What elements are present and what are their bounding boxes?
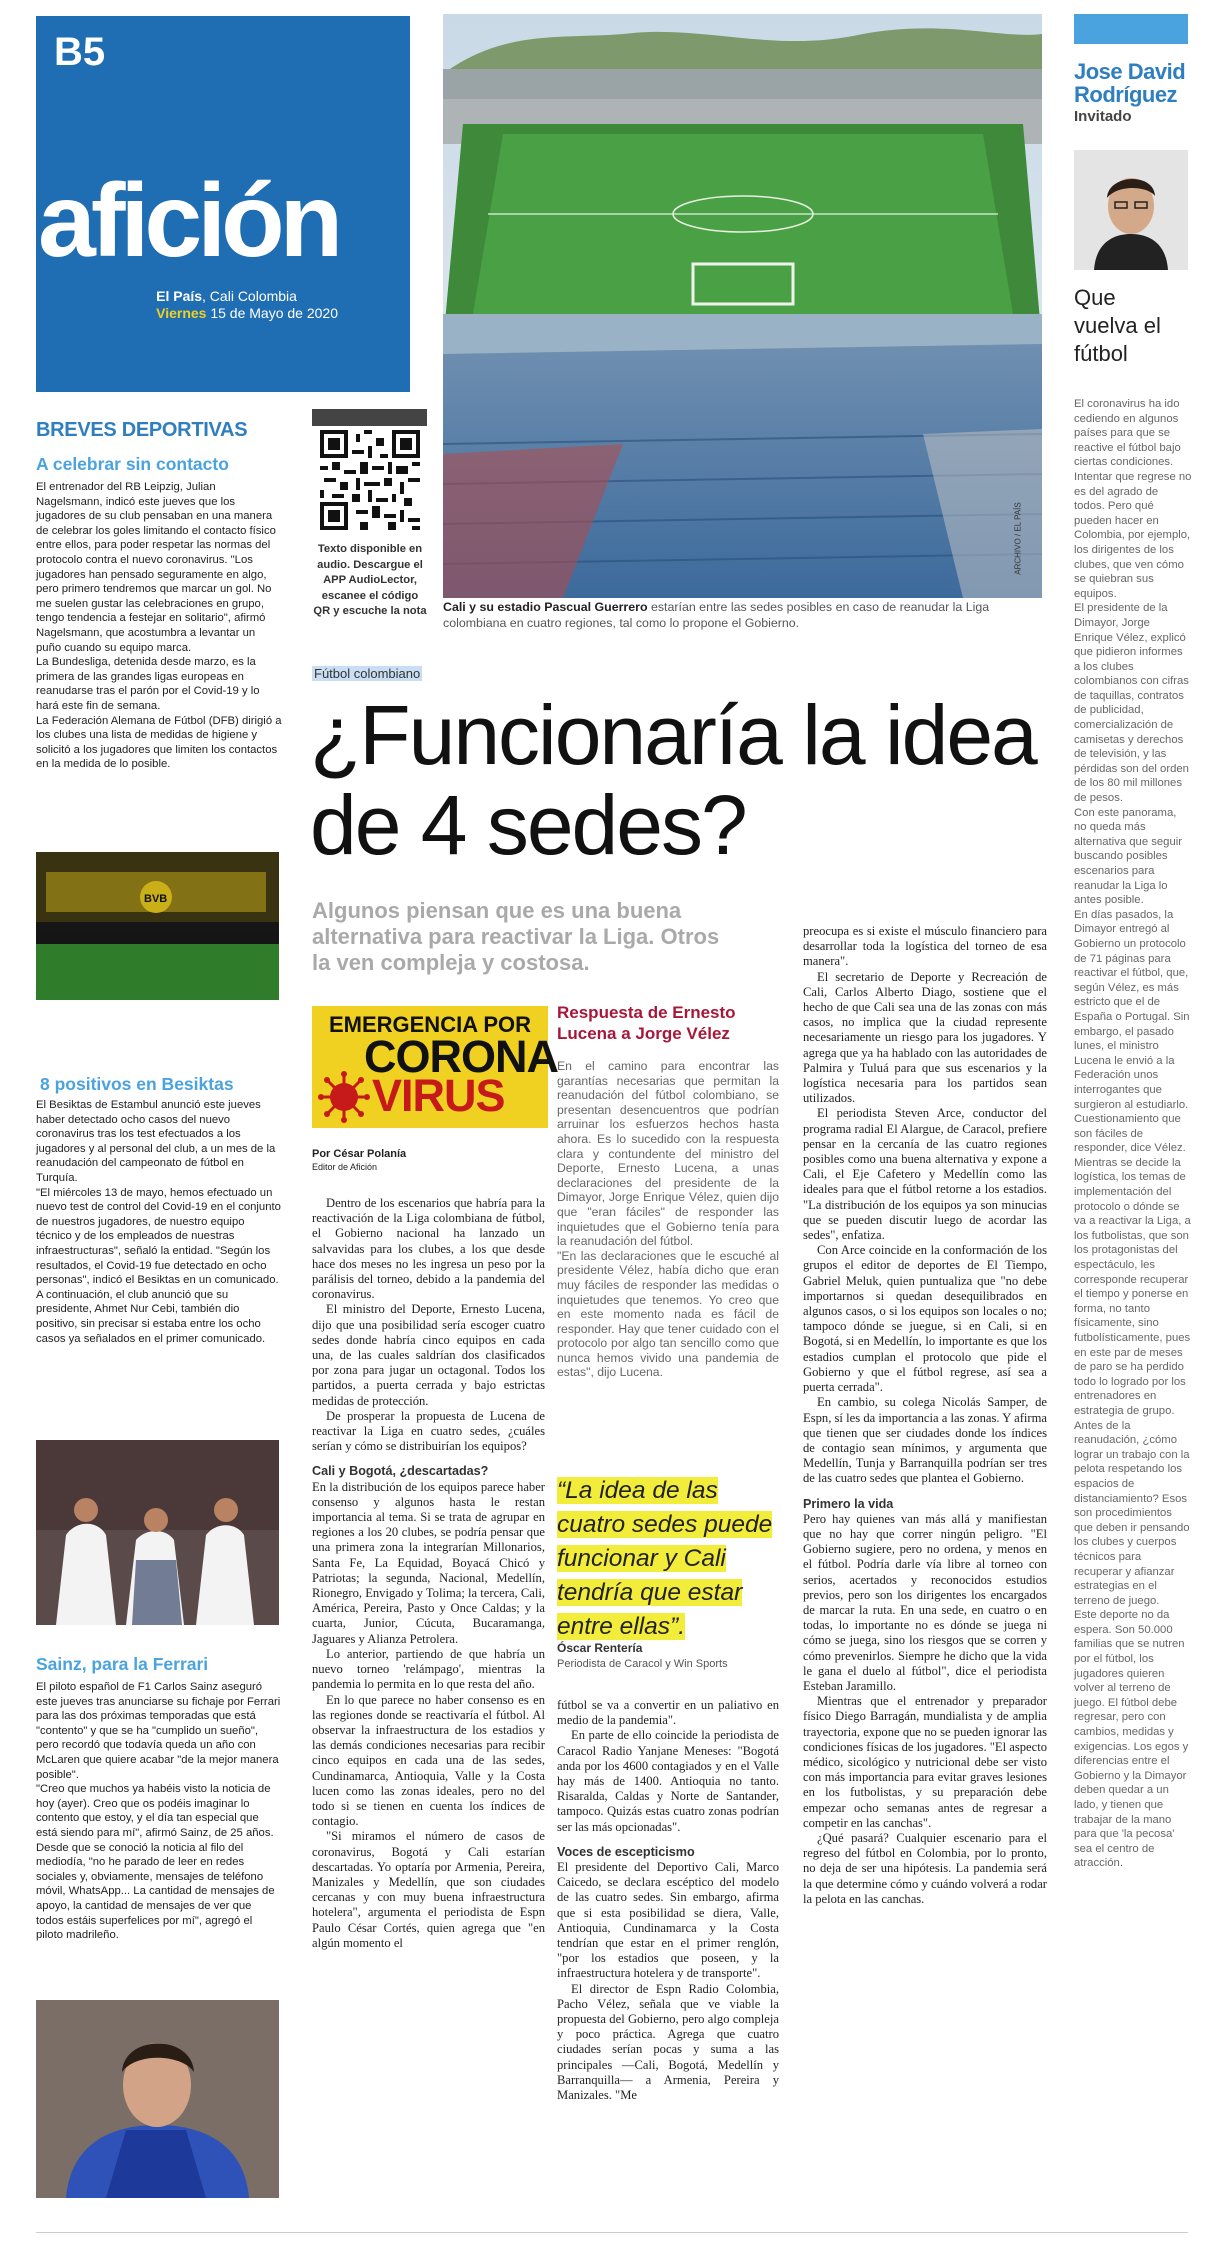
besiktas-illustration	[36, 1440, 279, 1625]
badge-line1: EMERGENCIA POR	[328, 1012, 532, 1037]
column-paragraph: Este deporte no da espera. Son 50.000 familias que se nutren por el fútbol, los jugadores quieren volver al terreno de juego. El fútbol debe regresar, pero con cambios, medidas y exigencias. Los egos y diferencias entre el Gobierno y la Dimayor deben quedar a un lado, y tienen que trabajar de la mano para que 'la pecosa' sea el centro de atracción.	[1074, 1609, 1189, 1870]
body-paragraph: El ministro del Deporte, Ernesto Lucena, dijo que una posibilidad sería escoger cuatro sedes donde habría cinco equipos en cada una, de las cuales saldrían dos clasificados por zona para jugar un octagonal. Todos los partidos, a puerta cerrada y bajo estrictas medidas de protección.	[312, 1302, 545, 1408]
column-paragraph: El coronavirus ha ido cediendo en algunos países para que se reactive el fútbol bajo ciertas condiciones. Intentar que regrese no es del agrado de todos. Pero qué pueden hacer en Colombia, por ejemplo, los dirigentes de los clubes, que ven cómo se quiebran sus equipos.	[1074, 398, 1192, 600]
sainz-photo	[36, 2000, 279, 2198]
brief-paragraph: El Besiktas de Estambul anunció este jueves haber detectado ocho casos del nuevo coronavirus tras los test efectuados a los jugadores y al personal del club, a un mes de la reanudación del campeonato de fútbol en Turquía.	[36, 1099, 276, 1184]
byline-name: Por César Polanía	[312, 1148, 407, 1160]
qr-caption: Texto disponible en audio. Descargue el APP AudioLector, escanee el código QR y escuche la nota	[313, 543, 427, 617]
quote-author: Óscar Rentería	[557, 1641, 643, 1655]
photo-caption-bold: Cali y su estadio Pascual Guerrero	[443, 600, 648, 614]
body-paragraph: ¿Qué pasará? Cualquier escenario para el regreso del fútbol en Colombia, por lo pronto, no deja de ser una hipótesis. La pandemia será la que determine cómo y cuándo volverá a rodar la pelota en las canchas.	[803, 1830, 1047, 1906]
photo-caption-text: estarían entre las sedes posibles en caso de reanudar la Liga colombiana en cuatro regiones, tal como lo propone el Gobierno.	[443, 600, 990, 630]
article-byline	[312, 1148, 406, 1174]
pull-quote	[557, 1474, 779, 1644]
columnist-name-line1: Jose David	[1074, 59, 1186, 84]
besiktas-photo	[36, 1440, 279, 1625]
body-paragraph: Lo anterior, partiendo de que habría un nuevo torneo 'relámpago', mientras la pandemia lo permita en lo que resta del año.	[312, 1646, 545, 1692]
columnist-photo	[1074, 150, 1188, 270]
dateline-date: 15 de Mayo de 2020	[206, 305, 338, 321]
article-deck: Algunos piensan que es una buena alternativa para reactivar la Liga. Otros la ven compleja y costosa.	[312, 898, 720, 975]
dateline-city: , Cali Colombia	[202, 288, 297, 304]
article-column-3	[803, 924, 1047, 1907]
qr-code[interactable]	[320, 430, 420, 530]
body-paragraph: "Si miramos el número de casos de coronavirus, Bogotá y Cali estarían descartadas. Yo optaría por Armenia, Pereira, Manizales y Medellín, que son ciudades cercanas y con muy buena infraestructura hotelera", argumenta el periodista de Espn Paulo César Cortés, quien agrega que "en algún momento el	[312, 1829, 545, 1950]
body-paragraph: Pero hay quienes van más allá y manifiestan que no hay que correr ningún peligro. "El Gobierno sugiere, pero no ordena, y menos en el fútbol. Podría darle vía libre al torneo con serios, acertados y reconocidos estudios previos, pero son los dirigentes los encargados de marcar la ruta. En una sede, en cuatro o en todas, lo importante no es dónde se juega ni cómo se juega, sino los riesgos que se corren y cómo prevenirlos. Siempre he dicho que la vida le gana el duelo al fútbol", dice el periodista Esteban Jaramillo.	[803, 1511, 1047, 1693]
page-bottom-rule	[36, 2232, 1188, 2233]
brief-body-1	[36, 480, 282, 772]
page-number: B5	[54, 30, 106, 74]
bvb-illustration	[36, 852, 279, 1000]
brief-paragraph: La Federación Alemana de Fútbol (DFB) dirigió a los clubes una lista de medidas de higiene y solicitó a los jugadores que limiten los contactos en la medida de lo posible.	[36, 714, 282, 771]
byline-role: Editor de Afición	[312, 1162, 378, 1172]
body-paragraph: En la distribución de los equipos parece haber consenso y algunos hasta le restan importancia al tema. Si se trata de agrupar en regiones a los 20 clubes, se podría pensar que una primera zona la integrarían Millonarios, Santa Fe, La Equidad, Boyacá Chicó y Patriotas; la segunda, Nacional, Medellín, Rionegro, Envigado y Tolima; la tercera, Cali, América, Pereira, Pasto y Once Caldas; y la cuarta, Junior, Cúcuta, Bucaramanga, Jaguares y Alianza Petrolera.	[312, 1479, 545, 1646]
brief-paragraph: La Bundesliga, detenida desde marzo, es la primera de las grandes ligas europeas en reanudarse tras el parón por el Covid-19 y lo hará este fin de semana.	[36, 656, 260, 712]
body-paragraph: Dentro de los escenarios que habría para la reactivación de la Liga colombiana de fútbol, el Gobierno nacional ha lanzado un salvavidas para los clubes, a los que desde hace dos meses no les ingresa un peso por la parálisis del torneo, debido a la pandemia del coronavirus.	[312, 1196, 545, 1302]
brief-paragraph: "El miércoles 13 de mayo, hemos efectuado un nuevo test de control del Covid-19 en el conjunto de nuestros jugadores, de nuestro equipo técnico y de los empleados de nuestras infraestructuras", señaló la entidad. "Según los resultados, el Covid-19 fue detectado en ocho personas", indicó el Besiktas en un comunicado.	[36, 1186, 281, 1287]
brief-paragraph: A continuación, el club anunció que su presidente, Ahmet Nur Cebi, también dio positivo, sin precisar si estaba entre los ocho casos ya señalados en el primer comunicado.	[36, 1288, 266, 1345]
svg-text:BVB: BVB	[144, 893, 168, 905]
columnist-role: Invitado	[1074, 108, 1132, 125]
article-kicker: Fútbol colombiano	[314, 666, 421, 681]
brief-title-3: Sainz, para la Ferrari	[36, 1654, 209, 1674]
columnist-top-bar	[1074, 14, 1188, 44]
sidebar-body	[557, 1059, 779, 1380]
brief-paragraph: El entrenador del RB Leipzig, Julian Nagelsmann, indicó este jueves que los jugadores de su club pensaban en una manera de celebrar los goles limitando el contacto físico entre ellos, para poder respetar las normas del protocolo contra el nuevo coronavirus. "Los jugadores han pensado seguramente en algo, pero primero tendremos que marcar un gol. No me suelen gustar las celebraciones en grupo, tengo tendencia a festejar en solitario", afirmó Nagelsmann, que acostumbra a levantar un puño cuando su equipo marca.	[36, 481, 276, 654]
article-column-2	[557, 1698, 779, 2103]
columnist-name	[1074, 60, 1224, 106]
briefs-header: BREVES DEPORTIVAS	[36, 419, 248, 441]
virus-icon	[318, 1071, 370, 1123]
body-paragraph: Mientras que el entrenador y preparador físico Diego Barragán, mundialista y de amplia trayectoria, expone que no se pueden ignorar las condiciones físicas de los jugadores. "El aspecto médico, sicológico y nutricional debe ser visto con más importancia para evitar graves lesiones en los futbolistas, y su preparación debe empezar ocho semanas antes de regresar a competir en las canchas".	[803, 1694, 1048, 1830]
brief-title-2: 8 positivos en Besiktas	[40, 1074, 234, 1094]
subheading: Primero la vida	[803, 1496, 894, 1511]
body-paragraph: El director de Espn Radio Colombia, Pacho Vélez, señala que ve viable la propuesta del Gobierno, pero algo compleja y poco práctica. Agrega que cuatro ciudades serían pocas y suma a las principales —Cali, Bogotá, Medellín y Barranquilla— a Armenia, Pereira y Manizales. "Me	[557, 1981, 779, 2103]
brief-body-3	[36, 1680, 282, 1943]
newspaper-name: El País	[156, 288, 203, 304]
body-paragraph: preocupa es si existe el músculo financiero para desarrollar toda la logística del torneo de esa manera".	[803, 924, 1047, 969]
column-paragraph: El presidente de la Dimayor, Jorge Enrique Vélez, explicó que pidieron informes a los clubes colombianos con cifras de taquillas, contratos de publicidad, comercialización de camisetas y derechos de televisión, y las pérdidas son del orden de los 80 mil millones de pesos.	[1074, 602, 1189, 805]
section-masthead	[36, 16, 410, 392]
brief-paragraph: El piloto español de F1 Carlos Sainz aseguró este jueves tras anunciarse su fichaje por Ferrari para las dos próximas temporadas que está "contento" y que se ha "cumplido un sueño", pero recordó que todavía queda un año con McLaren que quiere acabar "de la mejor manera posible".	[36, 1681, 281, 1781]
column-title: Que vuelva el fútbol	[1074, 285, 1161, 366]
columnist-name-line2: Rodríguez	[1074, 82, 1178, 107]
dateline-weekday: Viernes	[156, 305, 207, 321]
subheading: Cali y Bogotá, ¿descartadas?	[312, 1464, 489, 1479]
sidebar-paragraph: En el camino para encontrar las garantías necesarias que permitan la reanudación del fútbol colombiano, se presentan desencuentros que podrían arruinar los esfuerzos hechos hasta ahora. Es lo sucedido con la respuesta clara y contundente del ministro del Deporte, Ernesto Lucena, a unas declaraciones del presidente de la Dimayor, Jorge Enrique Vélez, quien dijo que "eran fáciles" de responder las inquietudes que el Gobierno tenía para la reanudación del fútbol.	[557, 1059, 779, 1249]
body-paragraph: El periodista Steven Arce, conductor del programa radial El Alargue, de Caracol, prefiere pensar en la cercanía de las cuatro regiones posibles como una buena alternativa y expone a Cali, el Eje Cafetero y Medellín como las ideales para que el fútbol retorne a los estadios. "La distribución de los equipos ya son minucias que se pueden discutir luego de acordar las sedes", enfatiza.	[803, 1106, 1047, 1243]
body-paragraph: En cambio, su colega Nicolás Samper, de Espn, sí les da importancia a las zonas. Y afirma que tienen que ser ciudades donde los índices de contagio sean mínimos, y argumenta que Medellín, Tunja y Barranquilla podrían ser tres de las cuatro sedes que plantea el Gobierno.	[803, 1395, 1047, 1486]
body-paragraph: De prosperar la propuesta de Lucena de reactivar la Liga en cuatro sedes, ¿cuáles serían y cómo se distribuirían los equipos?	[312, 1408, 545, 1454]
bvb-stadium-photo	[36, 852, 279, 1000]
article-column-1	[312, 1196, 545, 1951]
sainz-illustration	[36, 2000, 279, 2198]
brief-paragraph: "Creo que muchos ya habéis visto la noticia de hoy (ayer). Creo que os podéis imaginar lo contento que estoy, y el día tan especial que está siendo para mí", afirmó Sainz, de 25 años. Desde que se conoció la noticia al filo del mediodía, "no he parado de leer en redes sociales y, obviamente, mensajes de teléfono móvil, WhatsApp... La cantidad de mensajes de apoyo, la cantidad de mensajes de ver que todos estáis superfelices por mí", agregó el piloto madrileño.	[36, 1783, 275, 1942]
column-paragraph: En días pasados, la Dimayor entregó al Gobierno un protocolo de 71 páginas para reactivar el fútbol, que, según Vélez, es más estricto que el de España o Portugal. Sin embargo, el pasado lunes, el ministro Lucena le envió a la Federación unos interrogantes que surgieron al estudiarlo. Cuestionamiento que son fáciles de responder, dice Vélez.	[1074, 908, 1190, 1155]
body-paragraph: Con Arce coincide en la conformación de los grupos el editor de deportes de El Tiempo, Gabriel Meluk, quien puntualiza que "no debe importarnos si quedan desequilibrados en algunos casos, o si los equipos son locales o no; tampoco dónde se juegue, si en Cali, si en Bogotá, si en Medellín, lo importante es que los estadios cumplan el protocolo que pide el Gobierno y que el fútbol regrese, así sea a puerta cerrada".	[803, 1243, 1047, 1395]
stadium-photo	[443, 14, 1042, 598]
sidebar-title: Respuesta de Ernesto Lucena a Jorge Vélez	[557, 1003, 736, 1043]
badge-line3: VIRUS	[372, 1070, 505, 1121]
body-paragraph: En lo que parece no haber consenso es en las regiones donde se reactivaría el fútbol. Al observar la infraestructura de los estadios y las demás condiciones necesarias para recibir cinco equipos en cada una de las sedes, Cundinamarca, Antioquia, Valle y la Costa lucen como las zonas ideales, pero no del todo si se tienen en cuenta los índices de contagio.	[312, 1692, 545, 1829]
column-body	[1074, 397, 1192, 1871]
brief-title-1: A celebrar sin contacto	[36, 454, 229, 474]
qr-code-icon	[320, 430, 420, 530]
quote-role: Periodista de Caracol y Win Sports	[557, 1658, 728, 1670]
section-title: afición	[38, 163, 339, 279]
sidebar-paragraph: "En las declaraciones que le escuché al presidente Vélez, había dicho que eran muy fáciles de responder las medidas o inquietudes que tenemos. Yo creo que en este momento nada es fácil de responder. Hay que tener cuidado con el protocolo por algo tan sencillo como que nunca hemos vivido una pandemia de estas", dijo Lucena.	[557, 1248, 779, 1380]
body-paragraph: En parte de ello coincide la periodista de Caracol Radio Yanjane Meneses: "Bogotá anda por los 4600 contagiados y en el Valle hay más de 1400. Antioquia no tanto. Risaralda, Caldas y Norte de Santander, tampoco. Quizás estas cuatro zonas podrían ser las más opcionadas".	[557, 1728, 779, 1834]
subheading: Voces de escepticismo	[557, 1844, 695, 1859]
stadium-illustration	[443, 14, 1042, 598]
column-paragraph: Con este panorama, no queda más alternativa que seguir buscando posibles escenarios para reanudar la Liga lo antes posible.	[1074, 806, 1183, 907]
body-paragraph: El secretario de Deporte y Recreación de Cali, Carlos Alberto Diago, sostiene que el hecho de que Cali sea una de las zonas con más casos, no implica que la ciudad represente necesariamente un riesgo para los jugadores. Y agrega que ya ha hablado con las autoridades de Palmira y Tuluá para que sus escenarios y la logística necesaria para los partidos sean utilizados.	[803, 969, 1047, 1106]
body-paragraph: El presidente del Deportivo Cali, Marco Caicedo, se declara escéptico del modelo de las cuatro sedes. Sin embargo, afirma que si esta posibilidad se diera, Valle, Antioquia, Cundinamarca y la Costa tendrían que estar en el primer renglón, "por los estadios que poseen, y la infraestructura hotelera y de transporte".	[557, 1860, 779, 1981]
brief-body-2	[36, 1098, 282, 1346]
masthead-dateline	[156, 288, 338, 322]
column-paragraph: Mientras se decide la logística, los temas de implementación del protocolo o dónde se va a reactivar la Liga, a los futbolistas, que son los protagonistas del espectáculo, les corresponde recuperar el tiempo y ponerse en forma, no tanto físicamente, sino futbolísticamente, pues en este par de meses de paro se ha perdido todo lo logrado por los entrenadores en estrategia de grupo. Antes de la reanudación, ¿cómo lograr un trabajo con la pelota respetando los espacios de distanciamiento? Esos son procedimientos que deben ir pensando los clubes y cuerpos técnicos para recuperar y afianzar estrategias en el terreno de juego.	[1074, 1156, 1191, 1607]
coronavirus-badge	[312, 1006, 558, 1128]
body-paragraph: fútbol se va a convertir en un paliativo en medio de la pandemia".	[557, 1698, 779, 1728]
photo-credit: ARCHIVO / EL PAÍS	[1013, 502, 1023, 575]
badge-line2: CORONA	[364, 1031, 558, 1082]
article-headline: ¿Funcionaría la idea de 4 sedes?	[310, 688, 1036, 872]
columnist-portrait	[1074, 150, 1188, 270]
qr-header-bar	[312, 409, 427, 426]
pull-quote-text: “La idea de las cuatro sedes puede funcionar y Cali tendría que estar entre ellas”.	[557, 1477, 773, 1640]
photo-caption	[443, 600, 1043, 631]
